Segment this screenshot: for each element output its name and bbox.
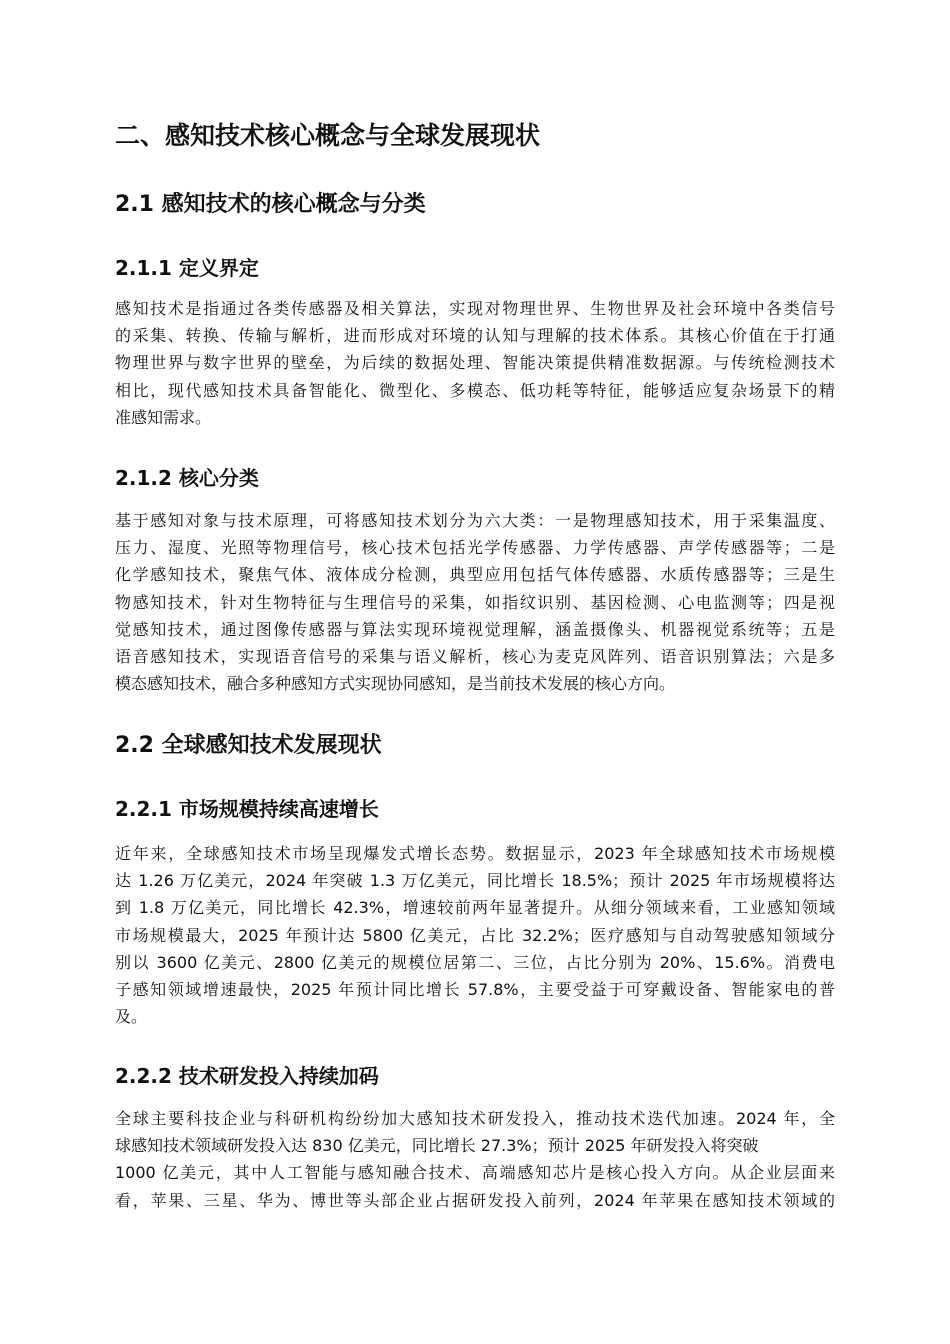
- subsection-heading-2-2-2: 2.2.2 技术研发投入持续加码: [115, 1064, 379, 1088]
- text-line: 别以 3600 亿美元、2800 亿美元的规模位居第二、三位，占比分别为 20%、15.6%。消费电: [115, 952, 835, 972]
- text-line: 准感知需求。: [115, 407, 212, 427]
- text-line: 的采集、转换、传输与解析，进而形成对环境的认知与理解的技术体系。其核心价值在于打通: [115, 326, 835, 346]
- text-line: 到 1.8 万亿美元，同比增长 42.3%，增速较前两年显著提升。从细分领域来看，工业感知领域: [115, 898, 835, 918]
- subsection-heading-2-2-1: 2.2.1 市场规模持续高速增长: [115, 797, 379, 821]
- text-line: 语音感知技术，实现语音信号的采集与语义解析，核心为麦克风阵列、语音识别算法；六是多: [115, 647, 835, 667]
- text-line: 子感知领域增速最快，2025 年预计同比增长 57.8%，主要受益于可穿戴设备、智能家电的普: [115, 980, 835, 1000]
- text-line: 近年来，全球感知技术市场呈现爆发式增长态势。数据显示，2023 年全球感知技术市场规模: [115, 844, 835, 863]
- section-heading-2-1: 2.1 感知技术的核心概念与分类: [115, 192, 426, 217]
- subsection-heading-2-1-2: 2.1.2 核心分类: [115, 466, 259, 490]
- chapter-title: 二、感知技术核心概念与全球发展现状: [115, 121, 541, 150]
- paragraph-rd-investment: [115, 1105, 835, 1214]
- text-line: 基于感知对象与技术原理，可将感知技术划分为六大类：一是物理感知技术，用于采集温度、: [115, 511, 835, 530]
- paragraph-market-size: [115, 840, 835, 1030]
- subsection-heading-2-1-1: 2.1.1 定义界定: [115, 256, 259, 280]
- text-line: 市场规模最大，2025 年预计达 5800 亿美元，占比 32.2%；医疗感知与自动驾驶感知领域分: [115, 925, 835, 945]
- text-line: 物理世界与数字世界的壁垒，为后续的数据处理、智能决策提供精准数据源。与传统检测技术: [115, 353, 835, 373]
- text-line: 物感知技术，针对生物特征与生理信号的采集，如指纹识别、基因检测、心电监测等；四是视: [115, 592, 835, 612]
- paragraph-definition: [115, 295, 835, 431]
- text-line: 觉感知技术，通过图像传感器与算法实现环境视觉理解，涵盖摄像头、机器视觉系统等；五是: [115, 619, 835, 639]
- text-line: 看，苹果、三星、华为、博世等头部企业占据研发投入前列，2024 年苹果在感知技术领域的: [115, 1190, 835, 1210]
- text-line: 模态感知技术，融合多种感知方式实现协同感知，是当前技术发展的核心方向。: [115, 674, 676, 694]
- text-line: 及。: [115, 1007, 148, 1027]
- text-line: 化学感知技术，聚焦气体、液体成分检测，典型应用包括气体传感器、水质传感器等；三是生: [115, 565, 835, 585]
- paragraph-classification: [115, 507, 835, 697]
- text-line: 感知技术是指通过各类传感器及相关算法，实现对物理世界、生物世界及社会环境中各类信号: [115, 299, 835, 318]
- text-line: 1000 亿美元，其中人工智能与感知融合技术、高端感知芯片是核心投入方向。从企业层面来: [115, 1163, 835, 1183]
- text-line: 球感知技术领域研发投入达 830 亿美元，同比增长 27.3%；预计 2025 年研发投入将突破: [115, 1136, 759, 1156]
- text-line: 压力、湿度、光照等物理信号，核心技术包括光学传感器、力学传感器、声学传感器等；二是: [115, 538, 835, 558]
- text-line: 相比，现代感知技术具备智能化、微型化、多模态、低功耗等特征，能够适应复杂场景下的精: [115, 380, 835, 400]
- section-heading-2-2: 2.2 全球感知技术发展现状: [115, 733, 382, 758]
- text-line: 全球主要科技企业与科研机构纷纷加大感知技术研发投入，推动技术迭代加速。2024 年，全: [115, 1109, 835, 1128]
- text-line: 达 1.26 万亿美元，2024 年突破 1.3 万亿美元，同比增长 18.5%；预计 2025 年市场规模将达: [115, 871, 835, 891]
